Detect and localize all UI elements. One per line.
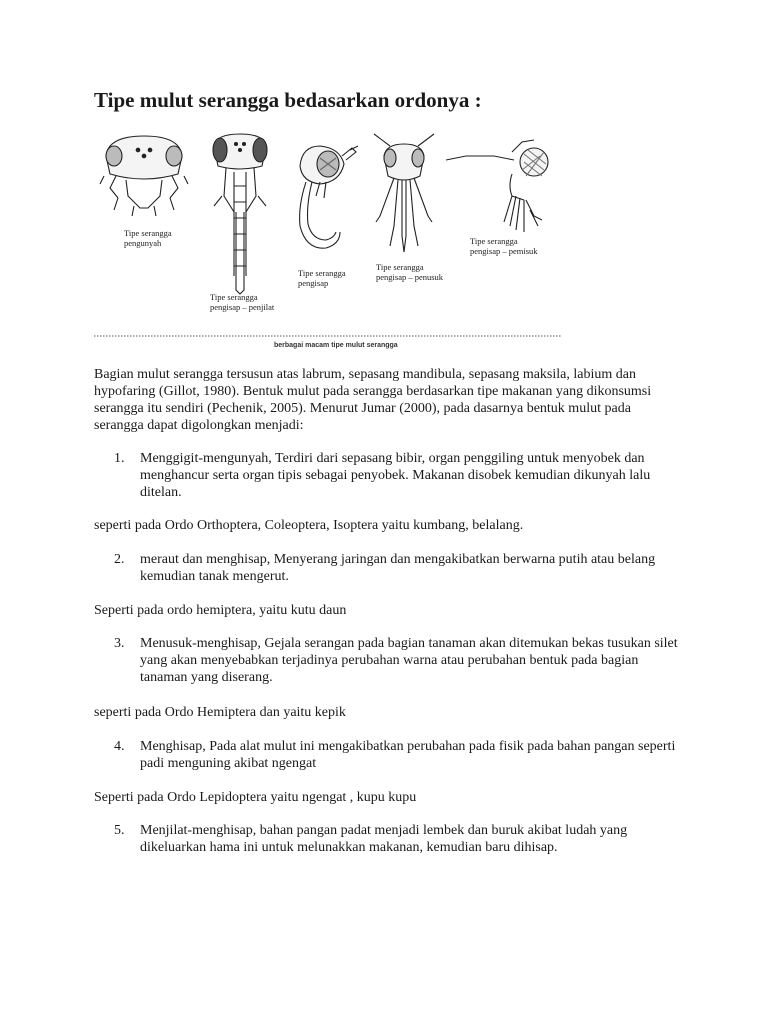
example-paragraph: seperti pada Ordo Hemiptera dan yaitu kepik <box>94 705 346 720</box>
label-sucking-1: Tipe serangga <box>298 268 346 278</box>
list-text: Menusuk-menghisap, Gejala serangan pada bagian tanaman akan ditemukan bekas tusukan silet yang akan menyebabkan terjadinya perubahan warna atau perubahan bentuk pada bagian tanaman yang diserang. <box>140 636 678 685</box>
list-number: 3. <box>114 636 125 651</box>
label-piercing-1: Tipe serangga <box>376 262 424 272</box>
list-text: Menggigit-mengunyah, Terdiri dari sepasang bibir, organ penggiling untuk menyobek dan menghancur serta organ tipis sebagai penyobek. Makanan disobek kemudian dikunyah lalu ditelan. <box>140 451 651 500</box>
list-text: Menjilat-menghisap, bahan pangan padat menjadi lembek dan buruk akibat ludah yang dikeluarkan hama ini untuk melunakkan makanan, kemudian baru dihisap. <box>140 823 628 855</box>
piercing-mouthpart-drawing <box>374 134 434 252</box>
list-text: meraut dan menghisap, Menyerang jaringan dan mengakibatkan berwarna putih atau belang kemudian tanak mengerut. <box>140 552 656 584</box>
siphoning-mouthpart-drawing <box>446 140 548 232</box>
label-siphoning-2: pengisap – pemisuk <box>470 246 538 256</box>
list-number: 2. <box>114 552 125 567</box>
label-lapping-1: Tipe serangga <box>210 292 258 302</box>
label-chewing-1: Tipe serangga <box>124 228 172 238</box>
label-siphoning-1: Tipe serangga <box>470 236 518 246</box>
chewing-mouthpart-drawing <box>100 136 188 216</box>
example-paragraph: Seperti pada Ordo Lepidoptera yaitu ngengat , kupu kupu <box>94 790 417 805</box>
figure-caption: berbagai macam tipe mulut serangga <box>274 342 398 349</box>
page-title: Tipe mulut serangga bedasarkan ordonya : <box>94 88 482 112</box>
label-sucking-2: pengisap <box>298 278 329 288</box>
example-paragraph: Seperti pada ordo hemiptera, yaitu kutu daun <box>94 603 347 618</box>
list-number: 5. <box>114 823 125 838</box>
label-piercing-2: pengisap – penusuk <box>376 272 444 282</box>
list-text: Menghisap, Pada alat mulut ini mengakibatkan perubahan pada fisik pada bahan pangan seperti padi menguning akibat ngengat <box>140 739 676 771</box>
label-chewing-2: pengunyah <box>124 238 162 248</box>
example-paragraph: seperti pada Ordo Orthoptera, Coleoptera, Isoptera yaitu kumbang, belalang. <box>94 518 524 533</box>
label-lapping-2: pengisap – penjilat <box>210 302 275 312</box>
intro-paragraph: Bagian mulut serangga tersusun atas labrum, sepasang mandibula, sepasang maksila, labium dan hypofaring (Gillot, 1980). Bentuk mulut pada serangga berdasarkan tipe makanan yang dikonsumsi serangga itu sendiri (Pechenik, 2005). Menurut Jumar (2000), pada dasarnya bentuk mulut pada serangga dapat digolongkan menjadi: <box>94 367 652 433</box>
list-number: 1. <box>114 451 125 466</box>
lapping-mouthpart-drawing <box>213 134 267 294</box>
mouthparts-figure <box>94 126 564 354</box>
mouthparts-illustration <box>94 126 564 354</box>
sucking-mouthpart-drawing <box>300 146 358 248</box>
figure-labels <box>124 228 538 312</box>
list-number: 4. <box>114 739 125 754</box>
